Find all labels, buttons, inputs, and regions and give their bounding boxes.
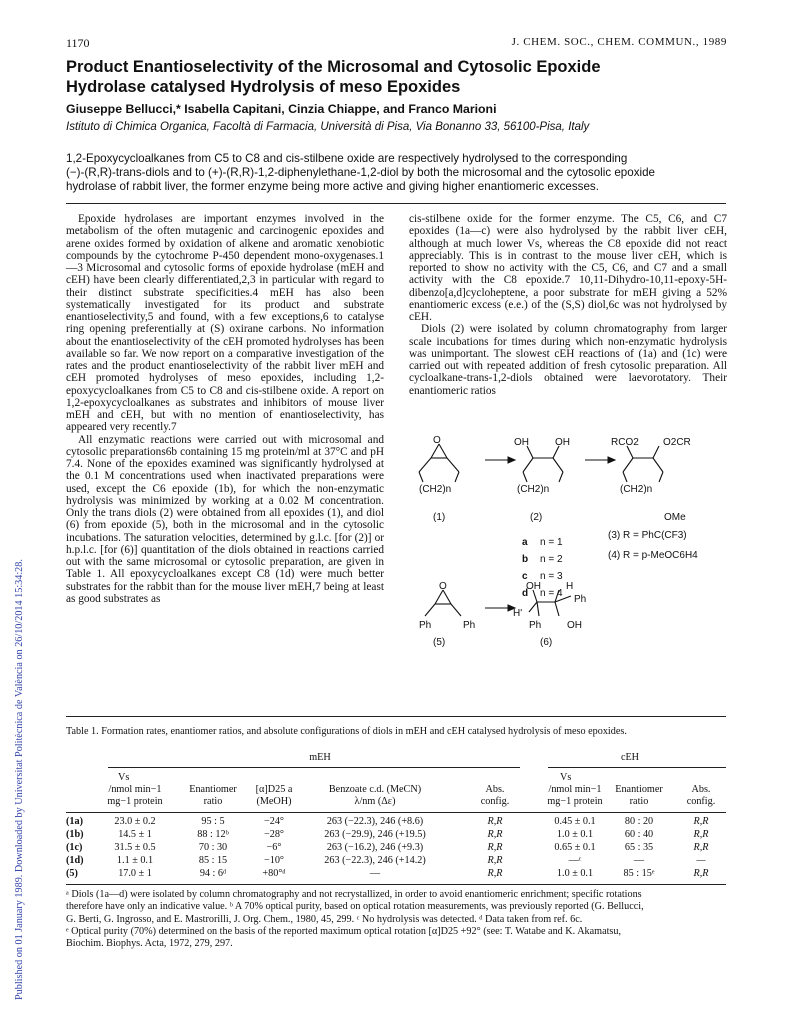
col-header-abs: Abs. <box>485 784 505 795</box>
cell-ceh-config: R,R <box>693 829 709 840</box>
cell-ceh-vs: —ᶜ <box>568 855 582 866</box>
cell-meh-vs: 23.0 ± 0.2 <box>114 816 156 827</box>
cell-ceh-ratio: 60 : 40 <box>624 829 654 840</box>
cell-meh-ratio: 95 : 5 <box>201 816 225 827</box>
hydroxyl-label: OH <box>514 437 529 448</box>
group-header-meh: mEH <box>309 752 331 763</box>
oxygen-label: O <box>439 581 447 592</box>
group-rule-meh <box>108 767 520 768</box>
cell-meh-vs: 31.5 ± 0.5 <box>114 842 156 853</box>
series-value: n = 4 <box>540 588 563 599</box>
table-footnotes <box>66 889 728 950</box>
oxygen-label: O <box>433 435 441 446</box>
cell-meh-vs: 14.5 ± 1 <box>118 829 152 840</box>
abstract-line: (−)-(R,R)-trans-diols and to (+)-(R,R)-1,2-diphenylethane-1,2-diol by both the microsomal and the cytosolic epoxide <box>66 166 655 180</box>
row-id: (1b) <box>66 829 84 840</box>
cell-ceh-vs: 1.0 ± 0.1 <box>556 868 594 879</box>
col-header-abs: config. <box>480 796 510 807</box>
row-id: (1d) <box>66 855 84 866</box>
row-id: (1c) <box>66 842 83 853</box>
cell-meh-config: R,R <box>487 868 503 879</box>
cell-ceh-ratio: 80 : 20 <box>624 816 654 827</box>
cell-cd: — <box>369 868 381 879</box>
cell-rotation: −6° <box>266 842 282 853</box>
diester-structure <box>623 446 663 482</box>
col-header-vs-unit: mg−1 protein <box>547 796 603 807</box>
cell-ceh-ratio: — <box>633 855 645 866</box>
cell-meh-config: R,R <box>487 816 503 827</box>
hydroxyl-label: OH <box>526 581 541 592</box>
series-value: n = 2 <box>540 554 563 565</box>
row-id: (1a) <box>66 816 83 827</box>
authors: Giuseppe Bellucci,* Isabella Capitani, Cinzia Chiappe, and Franco Marioni <box>66 102 497 116</box>
table-caption: Table 1. Formation rates, enantiomer ratios, and absolute configurations of diols in mEH and cEH catalysed hydrolysis of meso epoxides. <box>66 726 627 737</box>
methoxy-label: OMe <box>664 512 686 523</box>
cell-ceh-vs: 0.45 ± 0.1 <box>554 816 596 827</box>
article-title-line1: Product Enantioselectivity of the Microsomal and Cytosolic Epoxide <box>66 58 601 76</box>
series-letter: d <box>522 588 529 599</box>
abstract-line: 1,2-Epoxycycloalkanes from C5 to C8 and cis-stilbene oxide are respectively hydrolysed to the corresponding <box>66 152 628 165</box>
reaction-arrow <box>485 457 515 463</box>
row-id: (5) <box>66 868 78 879</box>
body-paragraph: Diols (2) were isolated by column chromatography from larger scale incubations for times during which non-enzymatic hydrolysis was unimportant. The slowest cEH reactions of (1a) and (1c) were carried out with repeated addition of fresh cytosolic preparation. All cycloalkane-trans-1,2-diols obtained were laevorotatory. Their enantiomeric ratios <box>409 323 727 397</box>
left-column <box>66 213 384 605</box>
body-paragraph: All enzymatic reactions were carried out with microsomal and cytosolic preparations6b containing 15 mg protein/ml at 37°C and pH 7.4. None of the epoxides examined was significantly hydrolysed at the 0.1 M concentrations used when inactivated preparations were used, except the C6 epoxide (1b), for which the non-enzymatic hydrolysis was minimized by working at a 0.02 M concentration. Only the trans diols (2) were obtained from all epoxides (1), and diol (6) from epoxide (5), both in the microsomal and in the cytosolic incubations. The saturation velocities, determined by g.l.c. [for (2)] or h.p.l.c. [for (6)] quantitation of the diols obtained in reactions carried out with the same microsomal or cytosolic preparation, are given in Table 1. All epoxycycloalkanes except C8 (1d) were much better substrates for the rabbit than for the mouse liver mEH,7 being at least as good substrates as <box>66 433 384 605</box>
cell-rotation: −24° <box>263 816 284 827</box>
journal-header: J. CHEM. SOC., CHEM. COMMUN., 1989 <box>511 36 727 48</box>
phenyl-label: Ph <box>529 620 542 631</box>
footnote-line: ᵉ Optical purity (70%) determined on the basis of the reported maximum optical rotation [α]D25 +92° (see: T. Watabe and K. Akamatsu, <box>66 925 622 937</box>
cell-meh-config: R,R <box>487 842 503 853</box>
diol-structure-2 <box>523 446 563 482</box>
compound-label-2: (2) <box>530 512 543 523</box>
col-header-er: Enantiomer <box>189 784 237 795</box>
col-header-cd: Benzoate c.d. (MeCN) <box>328 784 422 795</box>
cell-ceh-vs: 1.0 ± 0.1 <box>556 829 594 840</box>
hydroxyl-label: OH <box>555 437 570 448</box>
ester-label: RCO2 <box>611 437 639 448</box>
cell-ceh-config: R,R <box>693 816 709 827</box>
col-header-er: Enantiomer <box>615 784 663 795</box>
reaction-arrow <box>485 605 515 611</box>
cell-cd: 263 (−29.9), 246 (+19.5) <box>324 829 426 840</box>
affiliation: Istituto di Chimica Organica, Facoltà di Farmacia, Università di Pisa, Via Bonanno 33, 56100-Pisa, Italy <box>66 121 590 133</box>
phenyl-label: Ph <box>419 620 432 631</box>
cell-meh-ratio: 70 : 30 <box>198 842 228 853</box>
cell-meh-vs: 17.0 ± 1 <box>118 868 152 879</box>
col-header-vs-unit: /nmol min−1 <box>548 784 602 795</box>
col-header-vs-unit: /nmol min−1 <box>108 784 162 795</box>
compound-label-6: (6) <box>540 637 553 648</box>
cell-rotation: +80°ᵈ <box>262 868 286 879</box>
cell-ceh-ratio: 65 : 35 <box>624 842 654 853</box>
footnote-line: therefore have only an indicative value. ᵇ A 70% optical purity, based on optical rotation measurements, was previously reported (G. Bellucci, <box>66 901 644 913</box>
col-header-abs: Abs. <box>691 784 711 795</box>
download-watermark <box>2 140 25 1000</box>
table-top-rule <box>66 716 726 717</box>
ring-label: (CH2)n <box>517 484 550 495</box>
group-header-ceh: cEH <box>620 752 640 763</box>
group-rule-ceh <box>548 767 726 768</box>
col-header-rotation: [α]D25 a <box>255 784 293 795</box>
hydroxyl-label: OH <box>567 620 582 631</box>
compound-label-5: (5) <box>433 637 446 648</box>
abstract <box>66 152 655 195</box>
series-letter: b <box>522 554 529 565</box>
footnote-line: ᵃ Diols (1a—d) were isolated by column chromatography and not recrystallized, in order to avoid enantiomeric enrichment; specific rotations <box>66 889 642 900</box>
phenyl-label: Ph <box>463 620 476 631</box>
stilbene-oxide-structure <box>425 590 461 616</box>
phenyl-label: Ph <box>574 594 587 605</box>
series-value: n = 1 <box>540 537 563 548</box>
cell-ceh-vs: 0.65 ± 0.1 <box>554 842 596 853</box>
cell-meh-vs: 1.1 ± 0.1 <box>116 855 154 866</box>
col-header-vs: Vs <box>118 772 130 783</box>
ring-label: (CH2)n <box>620 484 653 495</box>
definition-3: (3) R = PhC(CF3) <box>608 530 687 541</box>
cell-cd: 263 (−16.2), 246 (+9.3) <box>326 842 424 853</box>
body-paragraph: Epoxide hydrolases are important enzymes involved in the metabolism of the often mutagenic and carcinogenic epoxides and arene oxides formed by oxidation of alkene and aromatic xenobiotic compounds by the cytochrome P-450 dependent mono-oxygenases.1—3 Microsomal and cytosolic forms of epoxide hydrolase (mEH and cEH) have been clearly differentiated,2,3 in particular with regard to their distinct substrate specificities.4 mEH has also been systematically investigated for its product and substrate enantioselectivity,5 and found, with a few exceptions,6 to catalyse ring opening preferentially at (S) oxirane carbons. No information about the enantioselectivity of the cEH promoted hydrolyses has been available so far. We now report on a comparative investigation of the rates and the product enantioselectivity of the rabbit liver mEH and cEH promoted hydrolyses of meso epoxides, including 1,2-epoxycycloalkanes from C5 to C8 and cis-stilbene oxide. A report on 1,2-epoxycycloalkanes as substrates and inhibitors of mouse liver mEH and cEH, but with no mention of enantioselectivity, has appeared very recently.7 <box>66 213 384 434</box>
hydrogen-label: H' <box>513 608 523 619</box>
hydrogen-label: H <box>566 581 574 592</box>
footnote-line: Biochim. Biophys. Acta, 1972, 279, 297. <box>66 938 233 950</box>
table-bottom-rule <box>66 884 726 885</box>
epoxide-structure-1 <box>419 444 459 482</box>
col-header-cd: λ/nm (Δε) <box>354 796 396 807</box>
right-column <box>409 213 727 397</box>
col-header-er: ratio <box>629 796 649 807</box>
abstract-line: hydrolase of rabbit liver, the former enzyme being more active and giving higher enantiomeric excesses. <box>66 180 599 194</box>
page-number: 1170 <box>66 36 90 50</box>
cell-meh-config: R,R <box>487 855 503 866</box>
table-header-rule <box>66 812 726 813</box>
download-note: Published on 01 January 1989. Downloaded by Universitat Politècnica de València on 26/10/2014 15:34:28. <box>14 559 25 1000</box>
footnote-line: G. Berti, G. Ingrosso, and E. Mastrorilli, J. Org. Chem., 1980, 45, 299. ᶜ No hydrolysis was detected. ᵈ Data taken from ref. 6c. <box>66 913 583 925</box>
cell-cd: 263 (−22.3), 246 (+14.2) <box>324 855 426 866</box>
cell-rotation: −10° <box>263 855 284 866</box>
col-header-vs: Vs <box>560 772 572 783</box>
col-header-abs: config. <box>686 796 716 807</box>
definition-4: (4) R = p-MeOC6H4 <box>608 550 698 561</box>
series-letter: a <box>522 537 528 548</box>
ring-label: (CH2)n <box>419 484 452 495</box>
ester-label: O2CR <box>663 437 691 448</box>
series-letter: c <box>522 571 528 582</box>
cell-rotation: −28° <box>263 829 284 840</box>
col-header-vs-unit: mg−1 protein <box>107 796 163 807</box>
cell-meh-ratio: 94 : 6ᵈ <box>199 868 227 879</box>
cell-cd: 263 (−22.3), 246 (+8.6) <box>326 816 424 827</box>
abstract-rule <box>66 203 726 204</box>
col-header-rotation: (MeOH) <box>256 796 292 807</box>
cell-ceh-config: — <box>696 855 706 866</box>
reaction-arrow <box>585 457 615 463</box>
cell-meh-ratio: 88 : 12ᵇ <box>197 829 229 840</box>
cell-meh-ratio: 85 : 15 <box>198 855 228 866</box>
cell-meh-config: R,R <box>487 829 503 840</box>
body-paragraph: cis-stilbene oxide for the former enzyme. The C5, C6, and C7 epoxides (1a—c) were also hydrolysed by the rabbit liver cEH, although at much lower Vs, whereas the C8 epoxide did not react appreciably. This is in contrast to the mouse liver cEH, which is reported to show no activity with the C5, C6, and C7 and a small activity with the C8 epoxide.7 10,11-Dihydro-10,11-epoxy-5H-dibenzo[a,d]cycloheptene, a poor substrate for mEH giving a 52% enantiomeric excess (e.e.) of the (S,S) diol,6c was not hydrolysed by cEH. <box>409 213 727 323</box>
series-value: n = 3 <box>540 571 563 582</box>
cell-ceh-config: R,R <box>693 868 709 879</box>
cell-ceh-ratio: 85 : 15ᵉ <box>623 868 655 879</box>
article-title-line2: Hydrolase catalysed Hydrolysis of meso Epoxides <box>66 78 461 96</box>
cell-ceh-config: R,R <box>693 842 709 853</box>
col-header-er: ratio <box>203 796 223 807</box>
compound-label-1: (1) <box>433 512 446 523</box>
